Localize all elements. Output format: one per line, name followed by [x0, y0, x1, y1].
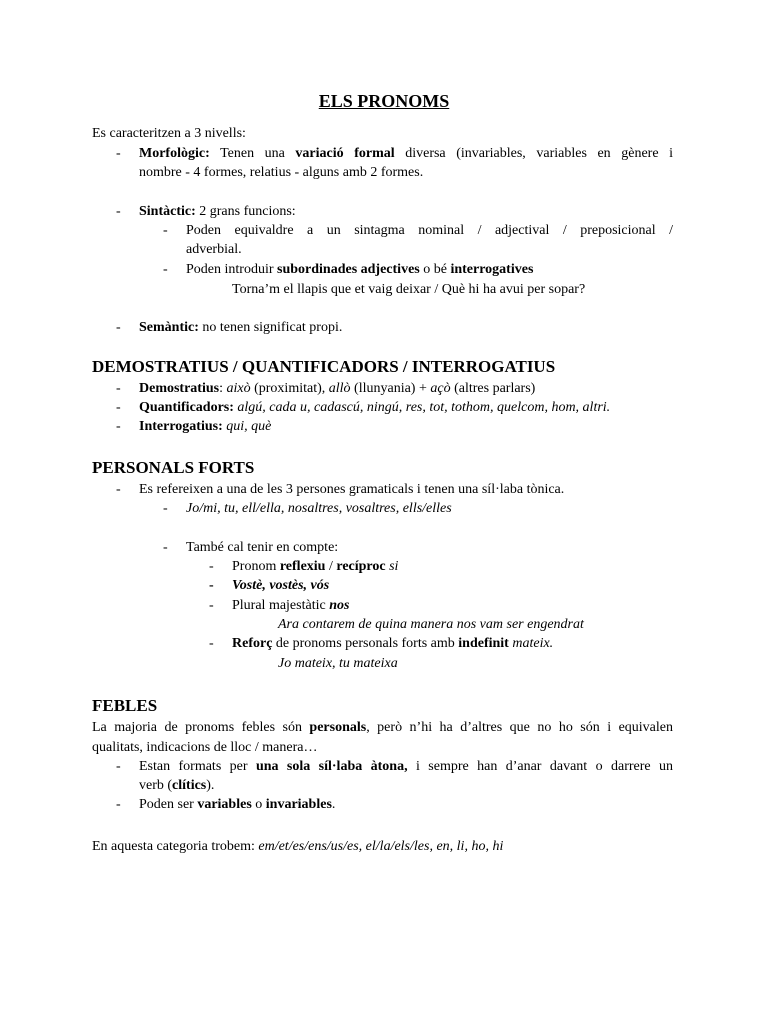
sintactic-line	[139, 204, 296, 220]
sintactic-example: Torna’m el llapis que et vaig deixar / Què hi ha avui per sopar?	[232, 282, 586, 297]
bullet-dash: -	[163, 540, 168, 555]
reforc-text: de pronoms personals forts amb	[272, 636, 459, 651]
quantificadors-label: Quantificadors:	[139, 400, 234, 415]
personals-forms-italic: Jo/mi, tu, ell/ella, nosaltres, vosaltres, ells/elles	[186, 501, 452, 516]
demo-text-2: (proximitat),	[250, 381, 329, 396]
reflexiu-sep: /	[325, 559, 337, 574]
bullet-dash: -	[116, 146, 121, 161]
intro-text: Es caracteritzen a 3 nivells:	[92, 126, 246, 141]
plural-bold: nos	[329, 598, 350, 613]
reflexiu-text: Pronom	[232, 559, 280, 574]
reforc-example-italic: Jo mateix, tu mateixa	[278, 656, 398, 671]
heading-demostratius: DEMOSTRATIUS / QUANTIFICADORS / INTERROGATIUS	[92, 357, 556, 376]
febles-b1-line1	[139, 759, 673, 775]
febles-final-italic: em/et/es/ens/us/es, el/la/els/les, en, li, ho, hi	[258, 839, 504, 854]
reforc-example	[278, 656, 398, 672]
semantic-text: no tenen significat propi.	[198, 320, 343, 335]
bullet-dash: -	[116, 482, 121, 497]
demo-text-1: :	[219, 381, 227, 396]
bullet-dash: -	[116, 204, 121, 219]
interrogatius-label: Interrogatius:	[139, 419, 223, 434]
bullet-dash: -	[116, 759, 121, 774]
morfologic-text-cont: diversa (invariables, variables en gènere i	[394, 146, 674, 161]
morfologic-text: Tenen una	[209, 146, 296, 161]
reflexiu-bold: reflexiu	[279, 559, 326, 574]
febles-b2-text-2: o	[251, 797, 266, 812]
demo-text-3: (llunyania) +	[350, 381, 431, 396]
reflexiu-italic: si	[385, 559, 399, 574]
variables-bold: variables	[197, 797, 252, 812]
semantic-label: Semàntic:	[139, 320, 199, 335]
voste-text: Vostè, vostès, vós	[232, 578, 330, 593]
morfologic-bold: variació formal	[295, 146, 395, 161]
sintactic-sub1-line2: adverbial.	[186, 242, 242, 257]
voste-line	[232, 578, 329, 594]
demostratius-line	[139, 381, 535, 397]
bullet-dash: -	[116, 381, 121, 396]
bullet-dash: -	[209, 598, 214, 613]
bullet-dash: -	[116, 419, 121, 434]
morfologic-label: Morfològic:	[139, 146, 210, 161]
heading-personals-forts: PERSONALS FORTS	[92, 458, 255, 477]
interrogatius-line	[139, 419, 271, 435]
febles-b1-l2-text-2: ).	[206, 778, 215, 793]
febles-final-line	[92, 839, 503, 855]
demostratius-label: Demostratius	[139, 381, 220, 396]
bullet-dash: -	[116, 797, 121, 812]
plural-example-italic: Ara contarem de quina manera nos vam ser engendrat	[278, 617, 584, 632]
invariables-bold: invariables	[265, 797, 332, 812]
febles-b2-line	[139, 797, 335, 813]
bullet-dash: -	[163, 501, 168, 516]
reforc-line	[232, 636, 553, 652]
bullet-dash: -	[116, 400, 121, 415]
sintactic-sub1-line1: Poden equivaldre a un sintagma nominal / adjectival / preposicional /	[186, 223, 673, 238]
febles-final-text: En aquesta categoria trobem:	[92, 839, 259, 854]
demo-italic-3: açò	[430, 381, 451, 396]
sub2-bold-1: subordinades adjectives	[277, 262, 420, 277]
page-title: ELS PRONOMS	[318, 91, 450, 111]
febles-p1-bold: personals	[309, 720, 367, 735]
demo-text-4: (altres parlars)	[450, 381, 536, 396]
febles-p1-line1	[92, 720, 673, 736]
febles-p1-text-2: , però n’hi ha d’altres que no ho són i equivalen	[366, 720, 673, 735]
plural-text: Plural majestàtic	[232, 598, 330, 613]
heading-febles: FEBLES	[92, 696, 158, 715]
febles-b1-text: Estan formats per	[139, 759, 256, 774]
febles-p1-text: La majoria de pronoms febles són	[92, 720, 310, 735]
febles-p1-line2: qualitats, indicacions de lloc / manera…	[92, 740, 318, 755]
sintactic-label: Sintàctic:	[139, 204, 196, 219]
sub2-bold-2: interrogatives	[450, 262, 534, 277]
plural-example	[278, 617, 584, 633]
personals-line1: Es refereixen a una de les 3 persones gramaticals i tenen una síl·laba tònica.	[139, 482, 565, 497]
plural-line	[232, 598, 349, 614]
bullet-dash: -	[209, 636, 214, 651]
bullet-dash: -	[209, 559, 214, 574]
febles-b2-text: Poden ser	[139, 797, 198, 812]
bullet-dash: -	[116, 320, 121, 335]
clitics-bold: clítics	[172, 778, 207, 793]
sub2-text-2: o bé	[419, 262, 451, 277]
bullet-dash: -	[209, 578, 214, 593]
sintactic-text: 2 grans funcions:	[195, 204, 296, 219]
reflexiu-line	[232, 559, 398, 575]
interrogatius-list: qui, què	[222, 419, 272, 434]
sintactic-sub2	[186, 262, 533, 278]
personals-also: També cal tenir en compte:	[186, 540, 339, 555]
sub2-text: Poden introduir	[186, 262, 277, 277]
reforc-bold: Reforç	[232, 636, 273, 651]
semantic-line	[139, 320, 342, 336]
personals-forms	[186, 501, 452, 517]
morfologic-line2: nombre - 4 formes, relatius - alguns amb 2 formes.	[139, 165, 424, 180]
febles-b1-l2-text: verb (	[139, 778, 173, 793]
febles-b1-line2	[139, 778, 214, 794]
quantificadors-line	[139, 400, 610, 416]
morfologic-line1	[139, 146, 673, 162]
bullet-dash: -	[163, 262, 168, 277]
quantificadors-list: algú, cada u, cadascú, ningú, res, tot, tothom, quelcom, hom, altri.	[233, 400, 611, 415]
reciproc-bold: recíproc	[336, 559, 386, 574]
demo-italic-2: allò	[328, 381, 351, 396]
febles-b2-text-3: .	[331, 797, 336, 812]
demo-italic-1: això	[226, 381, 251, 396]
indefinit-bold: indefinit	[458, 636, 509, 651]
bullet-dash: -	[163, 223, 168, 238]
febles-b1-text-2: i sempre han d’anar davant o darrere un	[407, 759, 674, 774]
reforc-italic: mateix.	[508, 636, 554, 651]
febles-b1-bold: una sola síl·laba àtona,	[255, 759, 408, 774]
